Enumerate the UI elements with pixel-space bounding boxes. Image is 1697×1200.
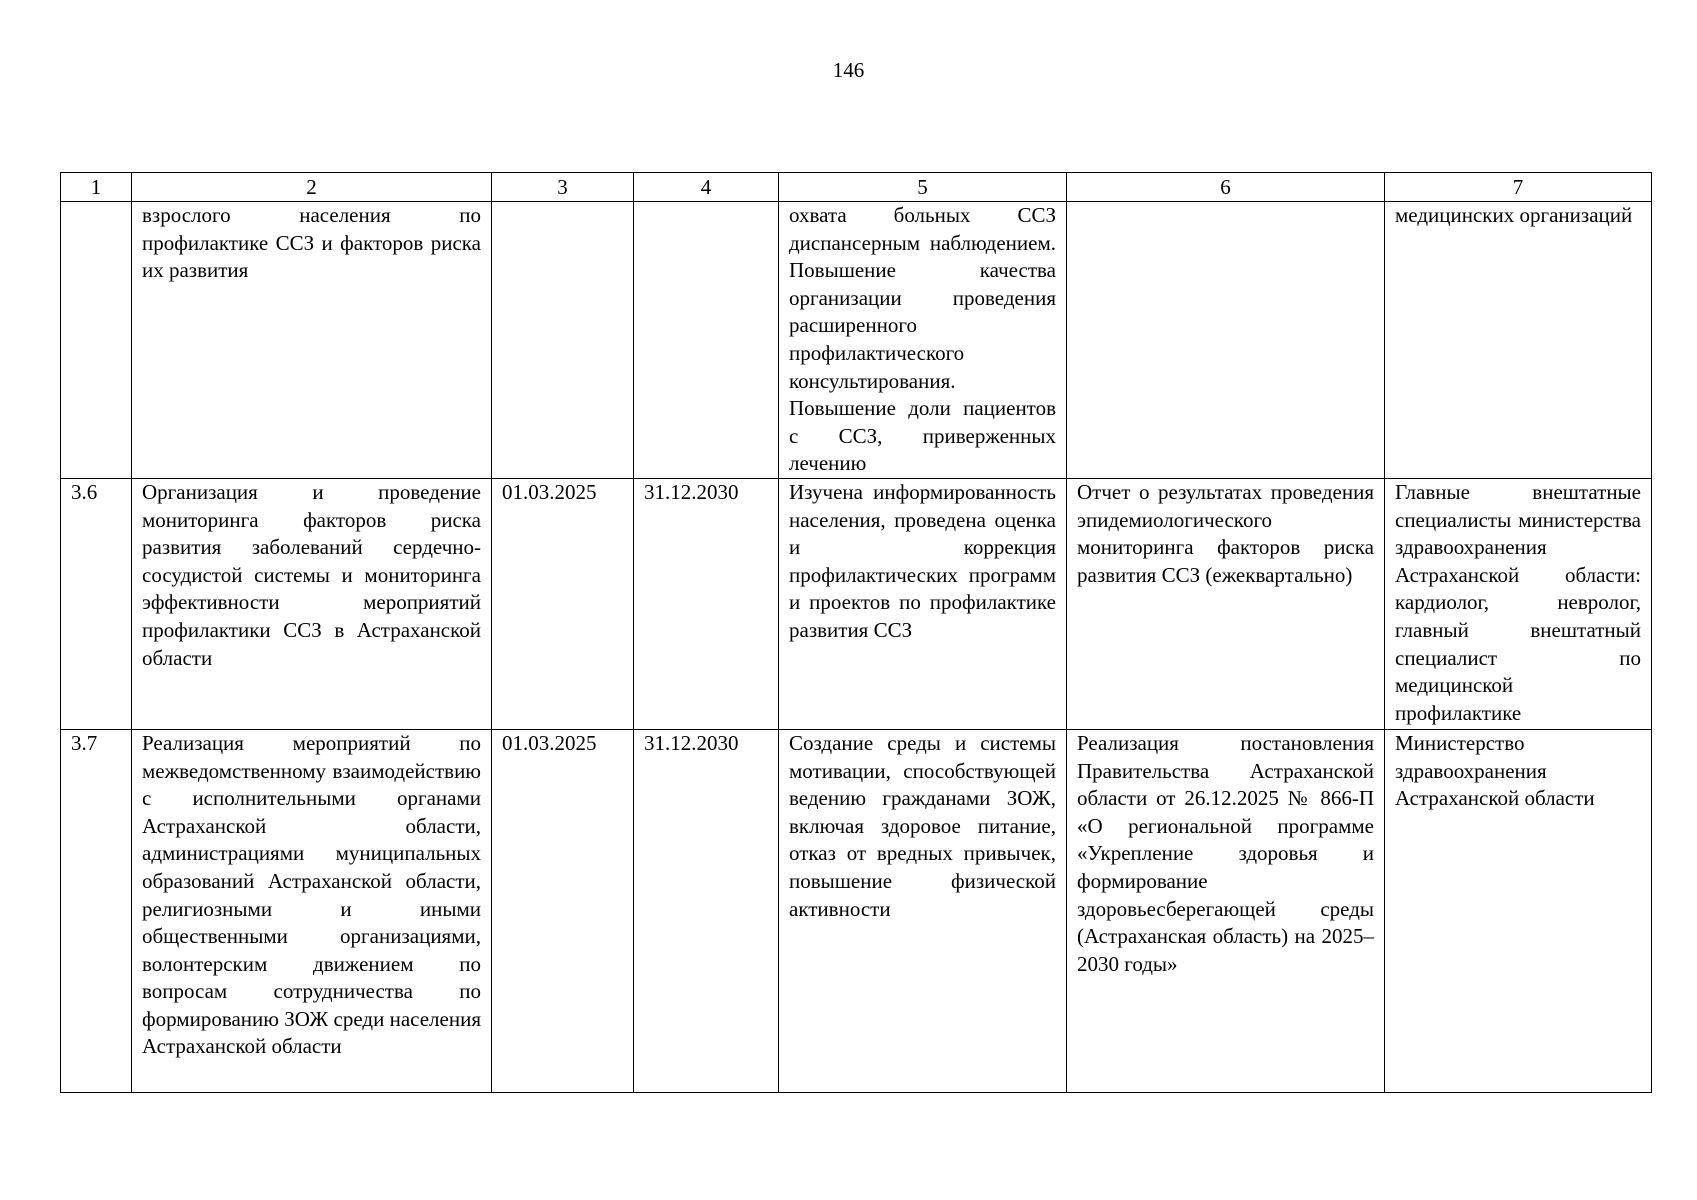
result-cell: охвата больных ССЗ диспансерным наблюдением. Повышение качества организации проведения расширенного профилактического консультирования. Повышение доли пациентов с ССЗ, приверженных лечению <box>779 202 1067 479</box>
end-date-cell <box>634 202 779 479</box>
row-number-cell: 3.6 <box>61 478 132 729</box>
table-row-continuation <box>61 202 1652 479</box>
activity-cell: взрослого населения по профилактике ССЗ и факторов риска их развития <box>132 202 492 479</box>
start-date-cell: 01.03.2025 <box>492 478 634 729</box>
activity-cell: Организация и проведение мониторинга факторов риска развития заболеваний сердечно-сосудистой системы и мониторинга эффективности мероприятий профилактики ССЗ в Астраханской области <box>132 478 492 729</box>
responsible-cell: медицинских организаций <box>1385 202 1652 479</box>
column-header: 6 <box>1067 173 1385 202</box>
responsible-cell: Министерство здравоохранения Астраханской области <box>1385 729 1652 1092</box>
end-date-cell: 31.12.2030 <box>634 729 779 1092</box>
activity-cell: Реализация мероприятий по межведомственному взаимодействию с исполнительными органами Астраханской области, администрациями муниципальных образований Астраханской области, религиозными и иными общественными организациями, волонтерским движением по вопросам сотрудничества по формированию ЗОЖ среди населения Астраханской области <box>132 729 492 1092</box>
column-header: 4 <box>634 173 779 202</box>
responsible-cell: Главные внештатные специалисты министерства здравоохранения Астраханской области: кардиолог, невролог, главный внештатный специалист по медицинской профилактике <box>1385 478 1652 729</box>
table-header-row <box>61 173 1652 202</box>
column-header: 7 <box>1385 173 1652 202</box>
end-date-cell: 31.12.2030 <box>634 478 779 729</box>
column-header: 1 <box>61 173 132 202</box>
control-cell <box>1067 202 1385 479</box>
page-number: 146 <box>832 58 865 82</box>
result-cell: Создание среды и системы мотивации, способствующей ведению гражданами ЗОЖ, включая здоровое питание, отказ от вредных привычек, повышение физической активности <box>779 729 1067 1092</box>
start-date-cell: 01.03.2025 <box>492 729 634 1092</box>
table-row <box>61 729 1652 1092</box>
control-cell: Реализация постановления Правительства Астраханской области от 26.12.2025 № 866-П «О региональной программе «Укрепление здоровья и формирование здоровьесберегающей среды (Астраханская область) на 2025–2030 годы» <box>1067 729 1385 1092</box>
row-number-cell: 3.7 <box>61 729 132 1092</box>
row-number-cell <box>61 202 132 479</box>
table-row <box>61 478 1652 729</box>
start-date-cell <box>492 202 634 479</box>
control-cell: Отчет о результатах проведения эпидемиологического мониторинга факторов риска развития ССЗ (ежеквартально) <box>1067 478 1385 729</box>
result-cell: Изучена информированность населения, проведена оценка и коррекция профилактических программ и проектов по профилактике развития ССЗ <box>779 478 1067 729</box>
column-header: 3 <box>492 173 634 202</box>
plan-table <box>60 172 1652 1093</box>
column-header: 5 <box>779 173 1067 202</box>
column-header: 2 <box>132 173 492 202</box>
